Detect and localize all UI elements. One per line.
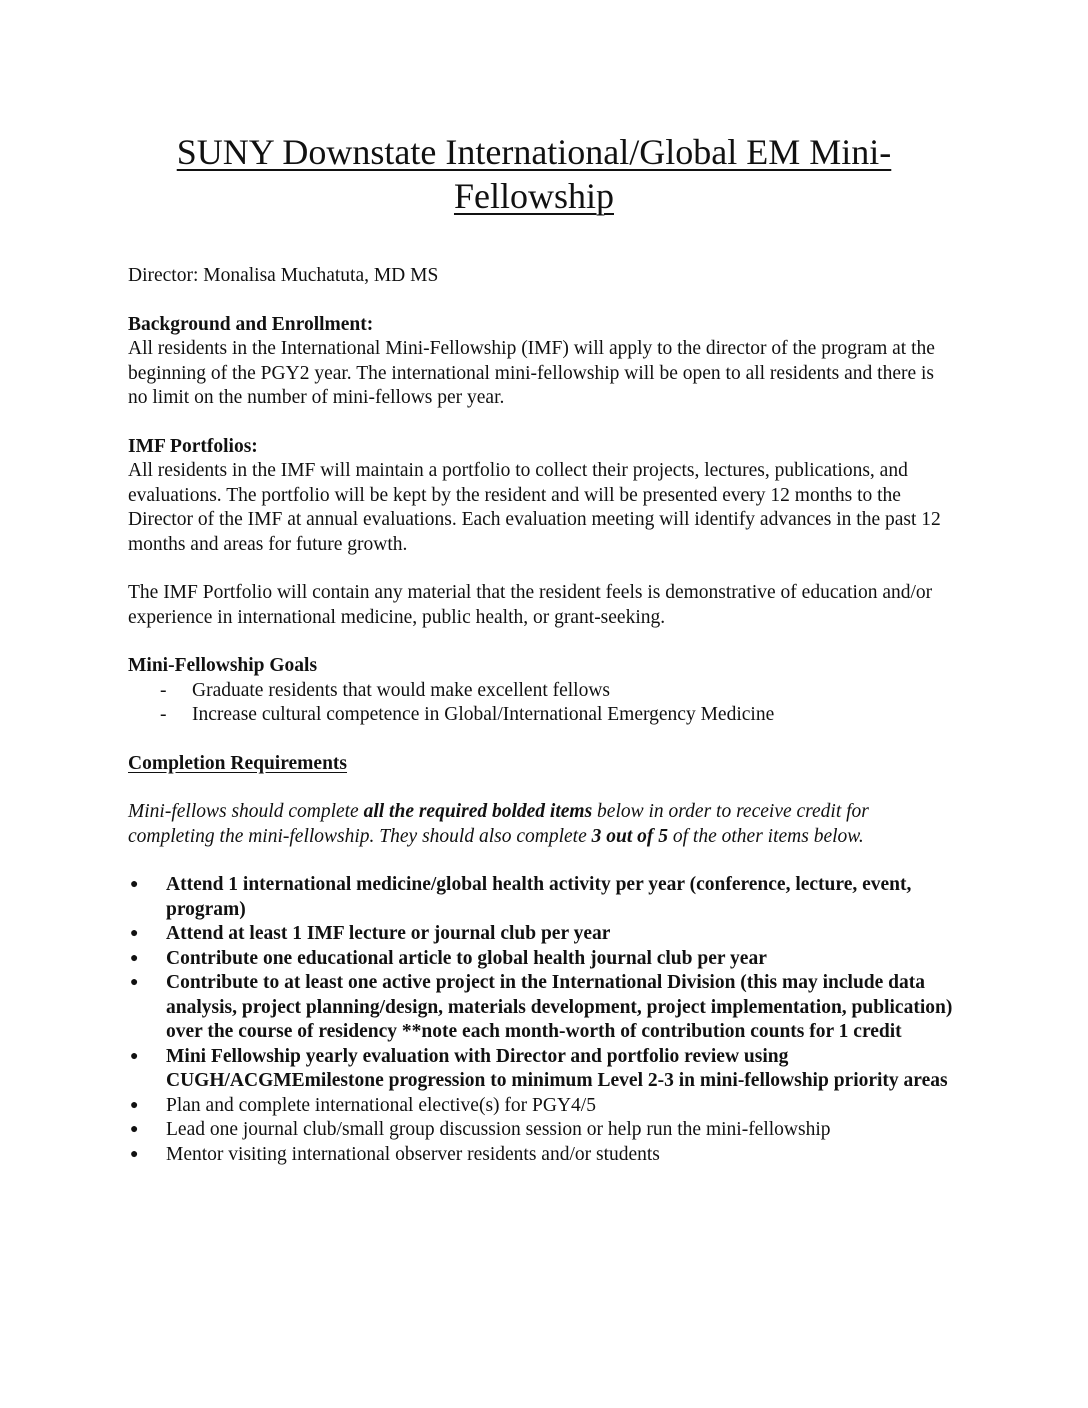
intro-text: Mini-fellows should complete: [128, 801, 364, 822]
bullet-icon: ●: [130, 1048, 139, 1064]
requirement-item: [128, 1045, 958, 1094]
list-item: [128, 679, 958, 704]
portfolios-text-2: The IMF Portfolio will contain any material that the resident feels is demonstrative of education and/or experience in international medicine, public health, or grant-seeking.: [128, 582, 933, 628]
bullet-icon: ●: [130, 950, 139, 966]
intro-text: below in order to receive credit for completing the mini-fellowship. They should also complete: [128, 801, 869, 847]
goals-section: [128, 654, 958, 728]
requirements-section: [128, 752, 958, 1168]
portfolios-section: [128, 435, 958, 631]
requirements-list: [128, 873, 958, 1167]
requirement-item: [128, 873, 958, 922]
background-heading: Background and Enrollment:: [128, 313, 374, 335]
document-page: [128, 130, 958, 1167]
requirement-text: Contribute to at least one active project in the International Division (this may include data analysis, project planning/design, materials development, project implementation, publication) over the course of residency **note each month-worth of contribution counts for 1 credit: [166, 972, 953, 1042]
portfolios-text-1: All residents in the IMF will maintain a portfolio to collect their projects, lectures, publications, and evaluations. The portfolio will be kept by the resident and will be presented every 12 months to the Director of the IMF at annual evaluations. Each evaluation meeting will identify advances in the past 12 months and areas for future growth.: [128, 460, 941, 555]
goals-heading: Mini-Fellowship Goals: [128, 655, 318, 676]
requirement-item: [128, 971, 958, 1045]
intro-text: of the other items below.: [668, 825, 864, 847]
goal-text: Graduate residents that would make excellent fellows: [192, 679, 611, 701]
background-text: All residents in the International Mini-Fellowship (IMF) will apply to the director of the program at the beginning of the PGY2 year. The international mini-fellowship will be open to all residents and there is no limit on the number of mini-fellows per year.: [128, 338, 935, 408]
director-line: Director: Monalisa Muchatuta, MD MS: [128, 265, 439, 286]
portfolios-heading: IMF Portfolios:: [128, 435, 258, 457]
dash-marker: -: [160, 704, 167, 725]
intro-emphasis: 3 out of 5: [591, 825, 668, 847]
requirements-intro: [128, 800, 958, 849]
goal-text: Increase cultural competence in Global/International Emergency Medicine: [192, 704, 775, 725]
goals-list: [128, 679, 958, 728]
bullet-icon: ●: [130, 1097, 139, 1113]
requirements-heading: Completion Requirements: [128, 752, 348, 774]
list-item: [128, 703, 958, 728]
bullet-icon: ●: [130, 1146, 139, 1162]
requirement-text: Mini Fellowship yearly evaluation with Director and portfolio review using CUGH/ACGMEmilestone progression to minimum Level 2-3 in mini-fellowship priority areas: [166, 1045, 948, 1091]
requirement-item: [128, 1118, 958, 1143]
requirement-item: [128, 1143, 958, 1168]
requirement-text: Mentor visiting international observer residents and/or students: [166, 1143, 660, 1165]
dash-marker: -: [160, 679, 167, 701]
requirement-item: [128, 922, 958, 947]
requirement-item: [128, 947, 958, 972]
requirement-item: [128, 1094, 958, 1119]
intro-emphasis: all the required bolded items: [363, 801, 593, 822]
bullet-icon: ●: [130, 926, 139, 941]
requirement-text: Attend 1 international medicine/global health activity per year (conference, lecture, event, program): [166, 874, 912, 920]
page-title: SUNY Downstate International/Global EM Mini-Fellowship: [176, 132, 892, 216]
bullet-icon: ●: [130, 877, 139, 892]
requirement-text: Contribute one educational article to global health journal club per year: [166, 947, 767, 969]
bullet-icon: ●: [130, 1122, 139, 1137]
requirement-text: Lead one journal club/small group discussion session or help run the mini-fellowship: [166, 1119, 831, 1140]
background-section: [128, 313, 958, 411]
requirement-text: Attend at least 1 IMF lecture or journal club per year: [166, 923, 611, 944]
requirement-text: Plan and complete international elective(s) for PGY4/5: [166, 1094, 596, 1116]
bullet-icon: ●: [130, 975, 139, 990]
